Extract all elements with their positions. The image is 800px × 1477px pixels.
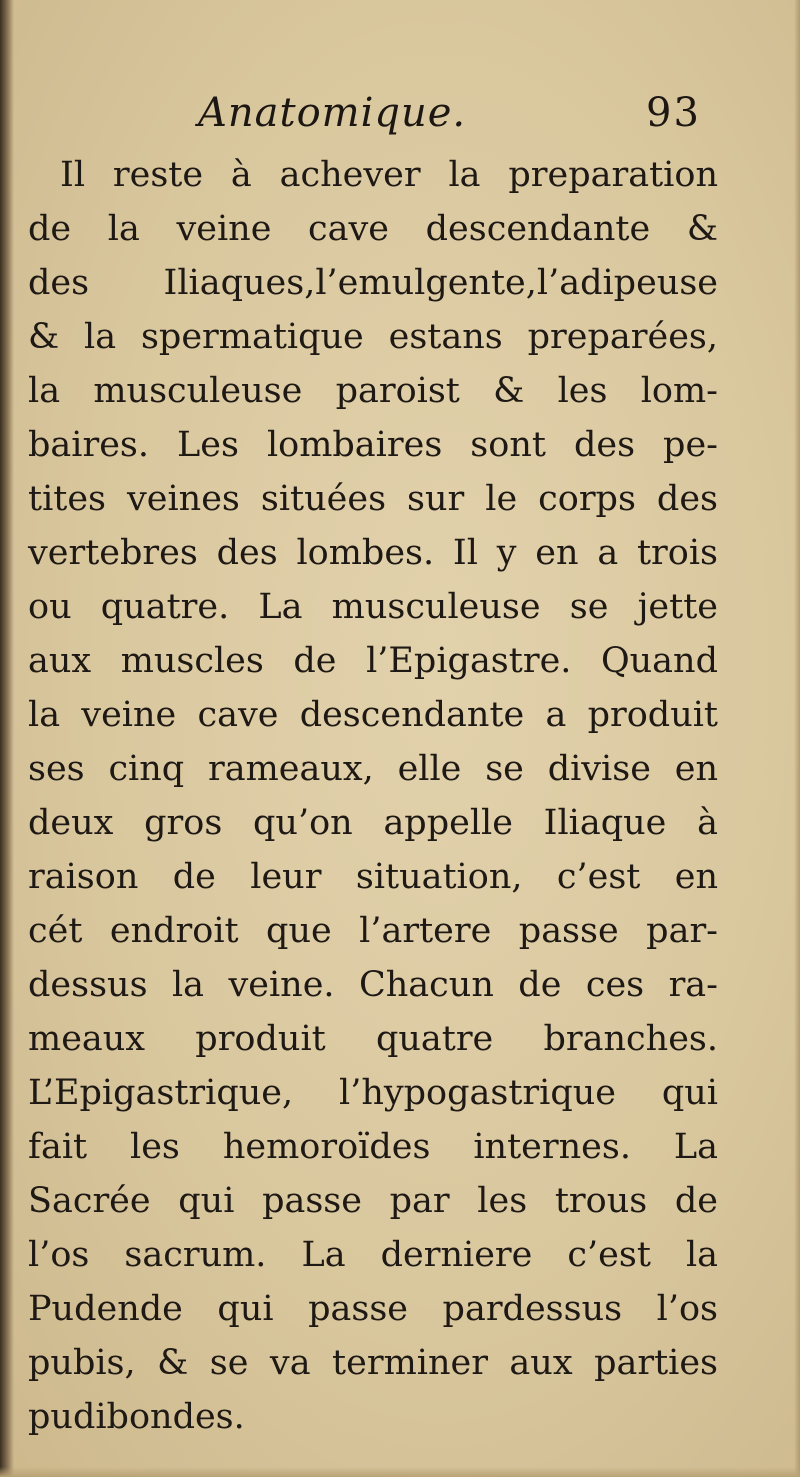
body-text <box>28 148 718 1444</box>
page-header <box>0 90 800 150</box>
text-line: L’Epigastrique, l’hypogastrique qui <box>28 1073 718 1113</box>
text-line: vertebres des lombes. Il y en a trois <box>28 533 718 573</box>
text-line: aux muscles de l’Epigastre. Quand <box>28 641 718 681</box>
text-line: cét endroit que l’artere passe par- <box>28 911 718 951</box>
text-line: baires. Les lombaires sont des pe- <box>28 425 718 465</box>
text-line: deux gros qu’on appelle Iliaque à <box>28 803 718 843</box>
text-line: Il reste à achever la preparation <box>60 155 718 195</box>
running-title: Anatomique. <box>198 90 467 136</box>
text-line: tites veines situées sur le corps des <box>28 479 718 519</box>
text-line: des Iliaques,l’emulgente,l’adipeuse <box>28 263 718 303</box>
text-line: la musculeuse paroist & les lom- <box>28 371 718 411</box>
page-right-edge <box>794 0 800 1477</box>
text-line: meaux produit quatre branches. <box>28 1019 718 1059</box>
text-line: ou quatre. La musculeuse se jette <box>28 587 718 627</box>
page-binding-edge <box>0 0 14 1477</box>
text-line: pubis, & se va terminer aux parties <box>28 1343 718 1383</box>
text-line: pudibondes. <box>28 1397 245 1437</box>
text-line: l’os sacrum. La derniere c’est la <box>28 1235 718 1275</box>
page-number: 93 <box>646 90 701 136</box>
text-line: & la spermatique estans preparées, <box>28 317 718 357</box>
text-line: Sacrée qui passe par les trous de <box>28 1181 718 1221</box>
text-line: de la veine cave descendante & <box>28 209 718 249</box>
text-line: Pudende qui passe pardessus l’os <box>28 1289 718 1329</box>
text-line: fait les hemoroïdes internes. La <box>28 1127 718 1167</box>
text-line: raison de leur situation, c’est en <box>28 857 718 897</box>
text-line: ses cinq rameaux, elle se divise en <box>28 749 718 789</box>
page-bottom-edge <box>0 1467 800 1477</box>
text-line: dessus la veine. Chacun de ces ra- <box>28 965 718 1005</box>
text-line: la veine cave descendante a produit <box>28 695 718 735</box>
